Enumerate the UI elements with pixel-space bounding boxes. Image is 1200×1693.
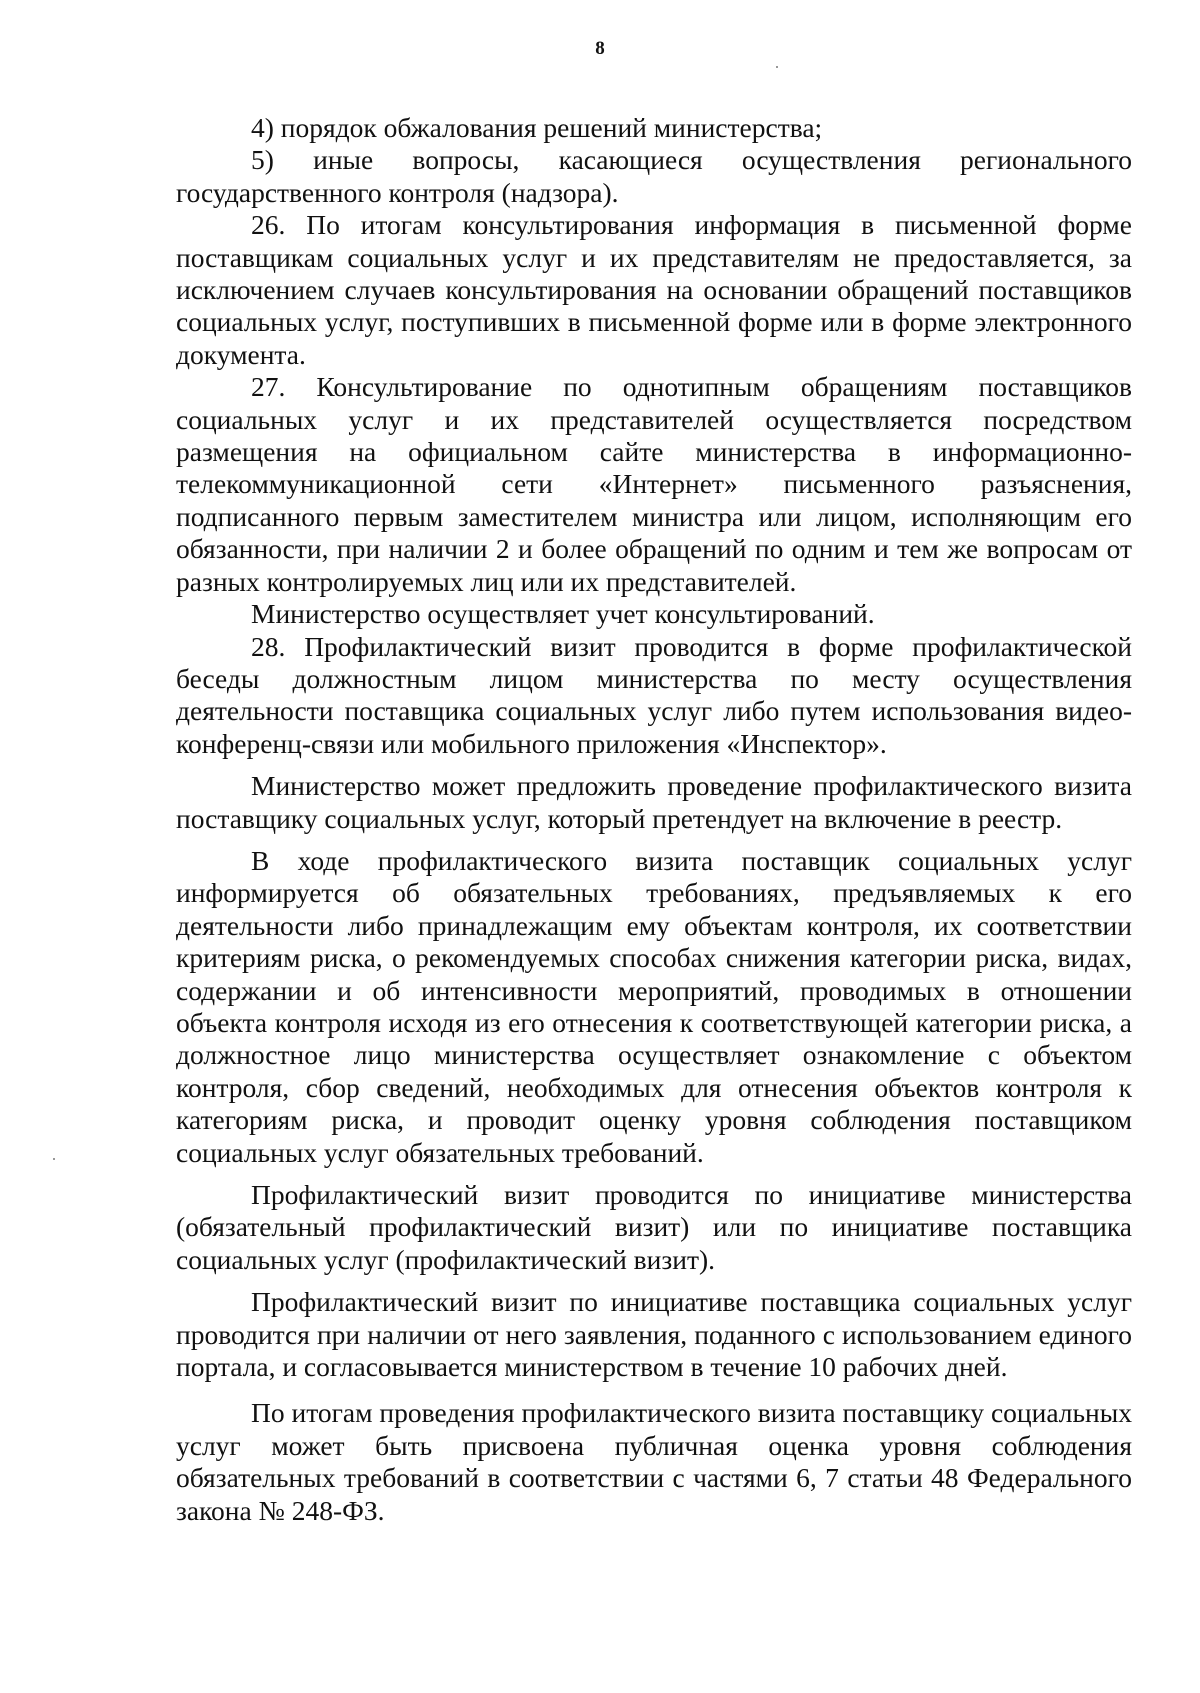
- paragraph-visit-results: По итогам проведения профилактического визита поставщику социальных услуг может быть присвоена публичная оценка уровня соблюдения обязательных требований в соответствии с частями 6, 7 статьи 48 Федерального закона № 248-ФЗ.: [176, 1397, 1132, 1526]
- paragraph-item-4: 4) порядок обжалования решений министерства;: [251, 112, 823, 143]
- paragraph-clause-28: 28. Профилактический визит проводится в форме профилактической беседы должностным лицом министерства по месту осуществления деятельности поставщика социальных услуг либо путем использования видео-конференц-связи или мобильного приложения «Инспектор».: [176, 630, 1132, 759]
- paragraph-clause-26: 26. По итогам консультирования информация в письменной форме поставщикам социальных услуг и их представителям не предоставляется, за исключением случаев консультирования на основании обращений поставщиков социальных услуг, поступивших в письменной форме или в форме электронного документа.: [176, 209, 1132, 370]
- paragraph-item-5: 5) иные вопросы, касающиеся осуществления регионального государственного контроля (надзора).: [176, 144, 1132, 208]
- paragraph-provider-initiative: Профилактический визит по инициативе поставщика социальных услуг проводится при наличии от него заявления, поданного с использованием единого портала, и согласовывается министерством в течение 10 рабочих дней.: [176, 1286, 1132, 1383]
- paragraph-visit-course: В ходе профилактического визита поставщик социальных услуг информируется об обязательных требованиях, предъявляемых к его деятельности либо принадлежащим ему объектам контроля, их соответствии критериям риска, о рекомендуемых способах снижения категории риска, видах, содержании и об интенсивности мероприятий, проводимых в отношении объекта контроля исходя из его отнесения к соответствующей категории риска, а должностное лицо министерства осуществляет ознакомление с объектом контроля, сбор сведений, необходимых для отнесения объектов контроля к категориям риска, и проводит оценку уровня соблюдения поставщиком социальных услуг обязательных требований.: [176, 844, 1132, 1168]
- paragraph-visit-initiative: Профилактический визит проводится по инициативе министерства (обязательный профилактический визит) или по инициативе поставщика социальных услуг (профилактический визит).: [176, 1179, 1132, 1275]
- page-number: 8: [595, 38, 605, 59]
- paragraph-accounting: Министерство осуществляет учет консультирований.: [251, 598, 875, 630]
- scan-speck: [776, 66, 778, 68]
- paragraph-clause-27: 27. Консультирование по однотипным обращениям поставщиков социальных услуг и их представителей осуществляется посредством размещения на официальном сайте министерства в информационно-телекоммуникационной сети «Интернет» письменного разъяснения, подписанного первым заместителем министра или лицом, исполняющим его обязанности, при наличии 2 и более обращений по одним и тем же вопросам от разных контролируемых лиц или их представителей.: [176, 371, 1132, 597]
- scan-speck: [53, 1158, 55, 1160]
- paragraph-offer-visit: Министерство может предложить проведение профилактического визита поставщику социальных услуг, который претендует на включение в реестр.: [176, 770, 1132, 834]
- document-body: [176, 112, 1132, 1527]
